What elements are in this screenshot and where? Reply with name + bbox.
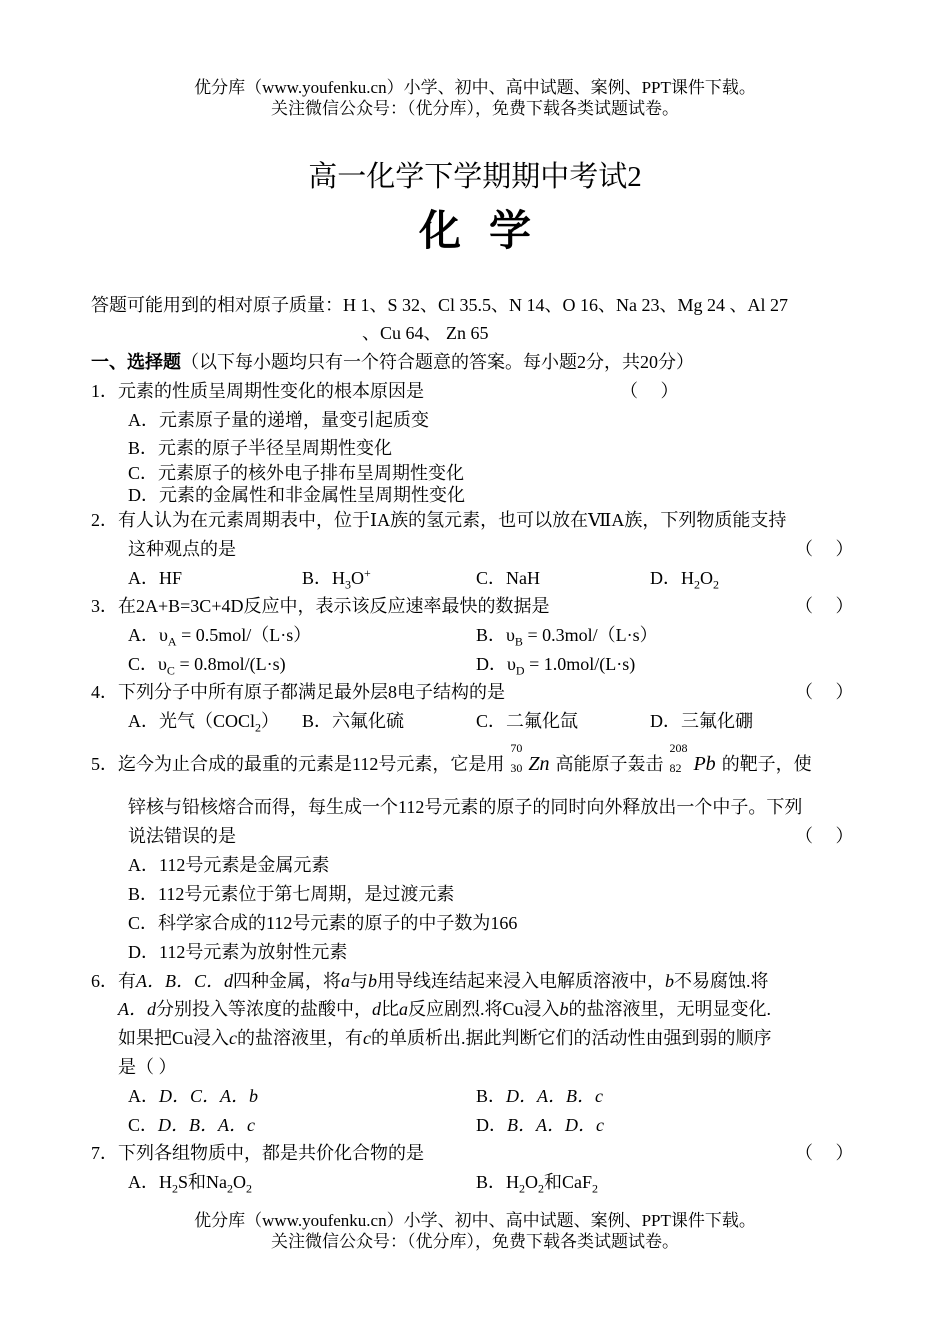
q7-b-p5: 和CaF [544, 1172, 593, 1192]
q6-d-opt: B．A．D．c [507, 1115, 604, 1135]
q6-option-d [476, 1114, 604, 1136]
q7-option-a [128, 1171, 252, 1196]
q4-option-b: B．六氟化硫 [302, 711, 405, 731]
header-line-2: 关注微信公众号：（优分库），免费下载各类试题试卷。 [271, 99, 679, 118]
q7-b-p2: 2 [519, 1181, 526, 1196]
q1-answer-bracket[interactable]: （ ） [620, 381, 679, 401]
q6-option-c [128, 1114, 255, 1136]
q1-option-c: C．元素原子的核外电子排布呈周期性变化 [128, 463, 465, 483]
q6-stem-line-3 [118, 1027, 772, 1049]
q3-b-post: = 0.3mol/（L·s） [522, 625, 658, 645]
atomic-masses-line-1: 答题可能用到的相对原子质量：H 1、S 32、Cl 35.5、N 14、O 16、Na 23、Mg 24 、Al 27 [91, 295, 789, 315]
q5-stem-part-1: 5．迄今为止合成的最重的元素是112号元素，它是用 [91, 754, 505, 774]
q7-b-p6: 2 [592, 1181, 599, 1196]
q4-option-d: D．三氟化硼 [650, 711, 753, 731]
q6-l3-p4: c [363, 1028, 372, 1048]
q6-c-pre: C． [128, 1115, 159, 1135]
q7-a-p5: O [233, 1172, 246, 1192]
q6-l3-p2: c [229, 1028, 238, 1048]
zn-symbol: Zn [528, 753, 550, 775]
q2-option-a: A．HF [128, 568, 183, 588]
q6-l1-p1: 6．有 [91, 971, 136, 991]
q3-a-sub: A [167, 634, 177, 649]
q7-a-p3: S和Na [178, 1172, 227, 1192]
q3-d-sub: D [515, 663, 525, 678]
q6-l1-p5: 与 [350, 971, 368, 991]
q3-b-sub: B [514, 634, 523, 649]
q4-a-post: ） [261, 711, 280, 731]
q2-stem-line-2: 这种观点的是 [128, 539, 236, 559]
q7-option-b [476, 1171, 599, 1196]
q7-b-p4: 2 [538, 1181, 545, 1196]
q6-a-opt: D．C．A．b [159, 1086, 258, 1106]
q2-b-sub: 3 [345, 577, 352, 592]
q6-l3-p5: 的单质析出.据此判断它们的活动性由强到弱的顺序 [371, 1028, 772, 1048]
q1-option-a: A．元素原子量的递增，量变引起质变 [128, 410, 429, 430]
q6-l1-p2: A．B．C．d [136, 971, 233, 991]
q6-l1-p8: b [665, 971, 674, 991]
q6-l2-p7: b [559, 999, 569, 1019]
q6-l2-p3: d [372, 999, 381, 1019]
exam-title: 高一化学下学期期中考试2 [308, 161, 642, 193]
header-line-1: 优分库（www.youfenku.cn）小学、初中、高中试题、案例、PPT课件下载。 [194, 78, 756, 97]
q7-answer-bracket[interactable]: （ ） [795, 1143, 854, 1163]
q6-l1-p6: b [368, 971, 377, 991]
q6-a-pre: A． [128, 1086, 159, 1106]
q4-a-pre: A．光气（COCl [128, 711, 256, 731]
section-heading [91, 351, 694, 373]
subject-title: 化学 [418, 209, 559, 255]
section-title: 一、选择题 [91, 352, 181, 372]
q1-option-d: D．元素的金属性和非金属性呈周期性变化 [128, 485, 465, 505]
q2-b-pre: B．H [302, 568, 346, 588]
q4-a-sub: 2 [255, 720, 262, 735]
q6-l2-p6: 反应剧烈.将Cu浸入 [408, 999, 560, 1019]
q5-option-b: B．112号元素位于第七周期，是过渡元素 [128, 884, 455, 904]
q6-stem-line-1 [91, 970, 769, 992]
q2-option-d [650, 567, 719, 592]
q2-d-pre: D．H [650, 568, 694, 588]
q6-l3-p3: 的盐溶液里，有 [237, 1028, 364, 1048]
pb-symbol: Pb [693, 753, 716, 775]
q5-option-a: A．112号元素是金属元素 [128, 855, 330, 875]
q6-option-b [476, 1085, 603, 1107]
q2-b-mid: O [351, 568, 365, 588]
q5-stem-part-3: 的靶子，使 [721, 754, 812, 774]
pb-atomic-number: 82 [669, 761, 682, 775]
q5-option-c: C．科学家合成的112号元素的原子的中子数为166 [128, 913, 518, 933]
q3-c-post: = 0.8mol/(L·s) [174, 654, 286, 674]
q3-option-d [476, 653, 636, 678]
footer-line-1: 优分库（www.youfenku.cn）小学、初中、高中试题、案例、PPT课件下载。 [194, 1211, 756, 1230]
q6-l1-p3: 四种金属，将 [233, 971, 341, 991]
q2-d-sub1: 2 [694, 577, 700, 592]
q6-l1-p7: 用导线连结起来浸入电解质溶液中， [377, 971, 665, 991]
q6-stem-line-4: 是（ ） [118, 1057, 177, 1077]
zn-mass-number: 70 [510, 741, 523, 755]
q4-option-a [128, 710, 280, 735]
q6-l2-p8: 的盐溶液里，无明显变化. [568, 999, 772, 1019]
q5-stem-line-3: 说法错误的是 [128, 826, 236, 846]
q4-answer-bracket[interactable]: （ ） [795, 682, 854, 702]
q6-b-pre: B． [476, 1086, 507, 1106]
q6-l2-p4: 比 [381, 999, 399, 1019]
q6-b-opt: D．A．B．c [506, 1086, 603, 1106]
q3-c-pre: C．υ [128, 654, 167, 674]
q4-option-c: C．二氟化氙 [476, 711, 579, 731]
q7-a-p4: 2 [227, 1181, 233, 1196]
lead-isotope [669, 741, 716, 775]
q2-option-b [302, 566, 371, 592]
q6-l1-p9: 不易腐蚀.将 [674, 971, 769, 991]
q6-option-a [128, 1085, 258, 1107]
section-note: （以下每小题均只有一个符合题意的答案。每小题2分，共20分） [181, 352, 694, 372]
q7-a-p2: 2 [172, 1181, 178, 1196]
q5-answer-bracket[interactable]: （ ） [795, 826, 854, 846]
q7-a-p1: A．H [128, 1172, 172, 1192]
zinc-isotope [510, 741, 550, 775]
q5-stem-part-2: 高能原子轰击 [555, 754, 664, 774]
q3-option-b [476, 624, 658, 649]
q5-option-d: D．112号元素为放射性元素 [128, 942, 348, 962]
q6-l2-p1: A．d [118, 999, 156, 1019]
q6-c-opt: D．B．A．c [158, 1115, 255, 1135]
q6-l2-p2: 分别投入等浓度的盐酸中， [156, 999, 372, 1019]
q3-a-post: = 0.5mol/（L·s） [176, 625, 312, 645]
atomic-masses-line-2: 、Cu 64、 Zn 65 [362, 323, 489, 343]
q6-l2-p5: a [399, 999, 408, 1019]
q5-stem-line-2: 锌核与铅核熔合而得，每生成一个112号元素的原子的同时向外释放出一个中子。下列 [128, 797, 803, 817]
q2-stem-line-1: 2．有人认为在元素周期表中，位于ⅠA族的氢元素，也可以放在ⅦA族，下列物质能支持 [91, 510, 787, 530]
q3-option-a [128, 624, 312, 649]
q4-stem: 4．下列分子中所有原子都满足最外层8电子结构的是 [91, 682, 505, 702]
zn-atomic-number: 30 [510, 761, 523, 775]
q2-d-sub2: 2 [713, 577, 719, 592]
q3-answer-bracket[interactable]: （ ） [795, 596, 854, 616]
q2-b-sup: + [364, 566, 371, 580]
q6-l1-p4: a [341, 971, 350, 991]
q6-l3-p1: 如果把Cu浸入 [118, 1028, 230, 1048]
q2-answer-bracket[interactable]: （ ） [795, 539, 854, 559]
q3-option-c [128, 653, 286, 678]
q3-c-sub: C [166, 663, 175, 678]
q3-d-pre: D．υ [476, 654, 516, 674]
q3-d-post: = 1.0mol/(L·s) [524, 654, 636, 674]
q7-a-p6: 2 [246, 1181, 252, 1196]
pb-mass-number: 208 [669, 741, 688, 755]
q3-b-pre: B．υ [476, 625, 515, 645]
q3-a-pre: A．υ [128, 625, 168, 645]
q1-stem: 1．元素的性质呈周期性变化的根本原因是 [91, 381, 424, 401]
q2-d-mid: O [700, 568, 713, 588]
q7-b-p3: O [525, 1172, 539, 1192]
q3-stem: 3．在2A+B=3C+4D反应中，表示该反应速率最快的数据是 [91, 596, 550, 616]
q6-d-pre: D． [476, 1115, 507, 1135]
q2-option-c: C．NaH [476, 568, 540, 588]
footer-line-2: 关注微信公众号：（优分库），免费下载各类试题试卷。 [271, 1232, 679, 1251]
q7-b-p1: B．H [476, 1172, 520, 1192]
q5-stem-line-1 [91, 741, 812, 775]
q7-stem: 7．下列各组物质中，都是共价化合物的是 [91, 1143, 424, 1163]
q1-option-b: B．元素的原子半径呈周期性变化 [128, 438, 393, 458]
q6-stem-line-2 [118, 998, 771, 1020]
